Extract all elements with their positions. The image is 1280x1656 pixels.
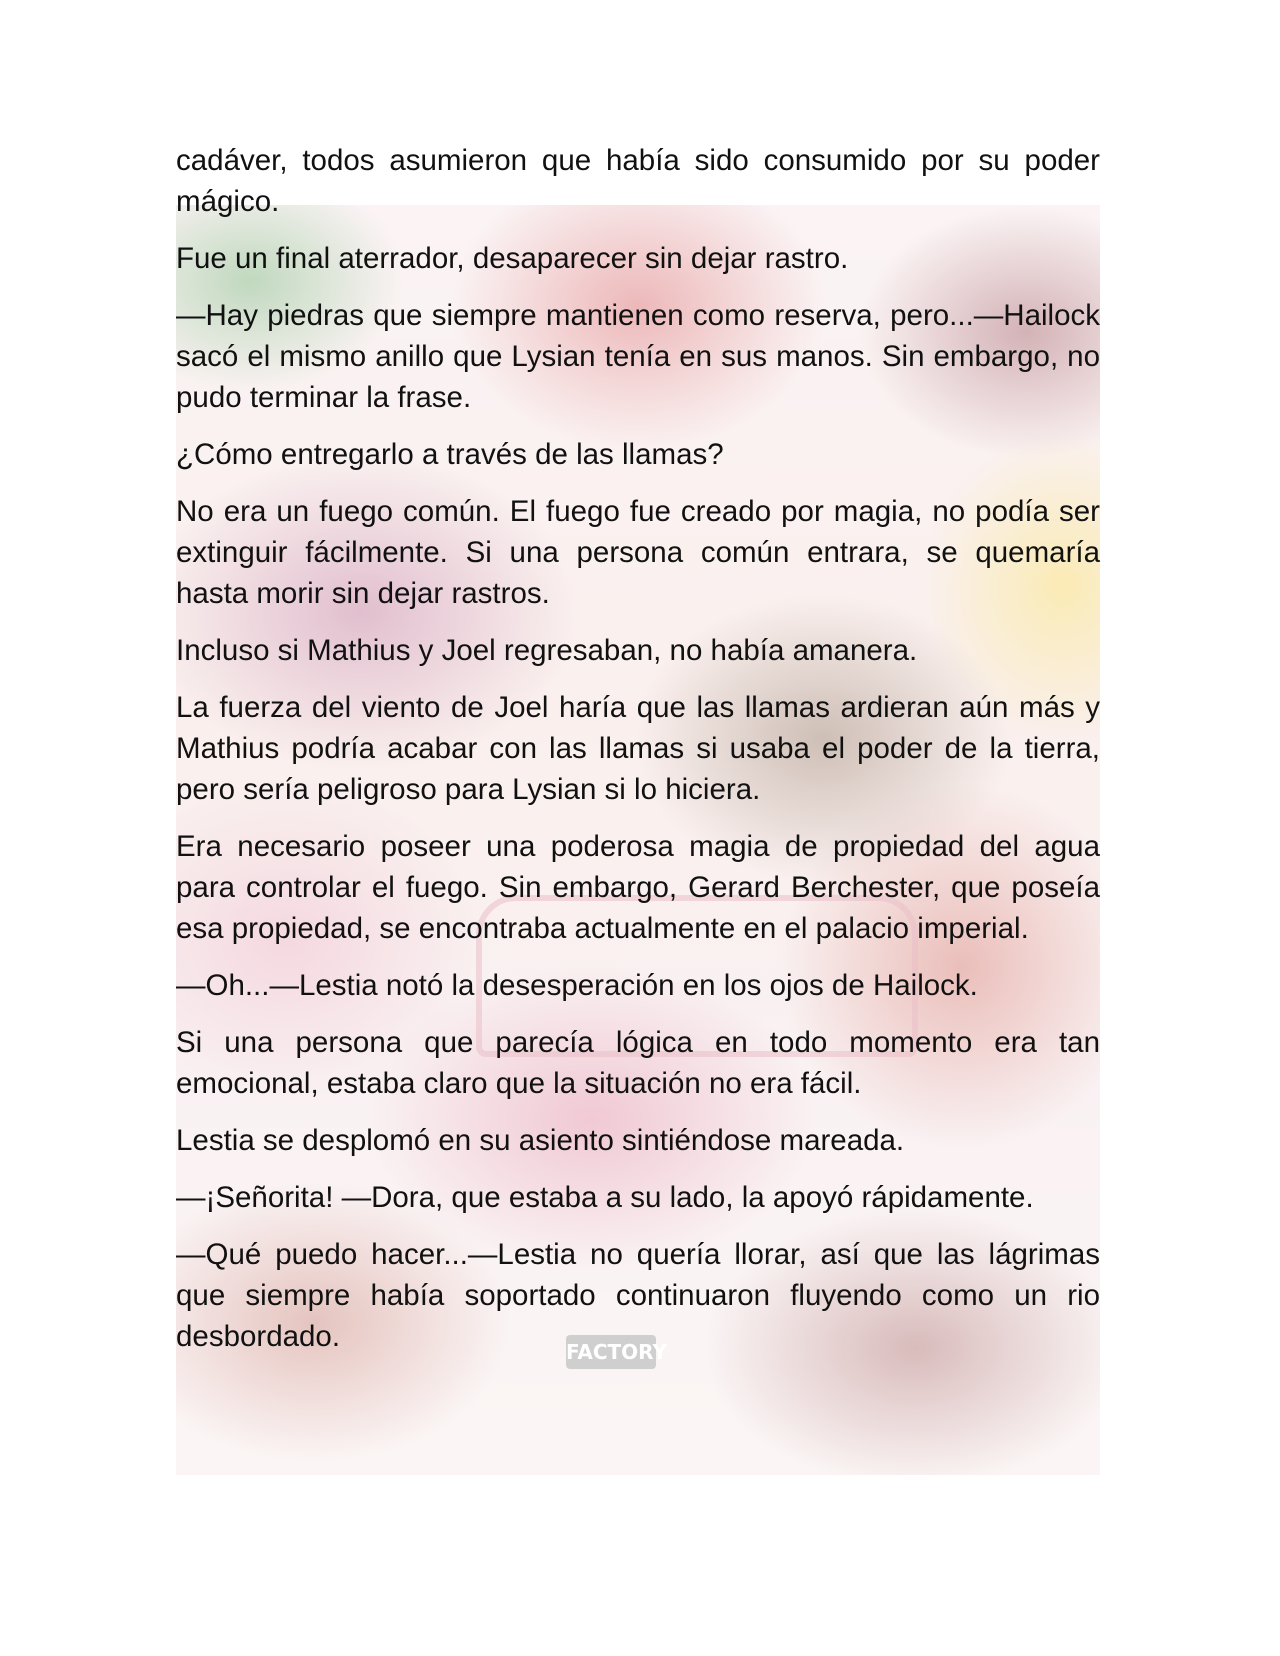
paragraph: cadáver, todos asumieron que había sido consumido por su poder mágico. bbox=[176, 144, 1100, 218]
paragraph: Si una persona que parecía lógica en todo momento era tan emocional, estaba claro que la situación no era fácil. bbox=[176, 1026, 1100, 1100]
paragraph: —Qué puedo hacer...—Lestia no quería llorar, así que las lágrimas que siempre había soportado continuaron fluyendo como un rio desbordado. bbox=[176, 1238, 1100, 1353]
paragraph: Fue un final aterrador, desaparecer sin dejar rastro. bbox=[176, 242, 849, 275]
paragraph: —Oh...—Lestia notó la desesperación en los ojos de Hailock. bbox=[176, 969, 978, 1002]
paragraph: Incluso si Mathius y Joel regresaban, no había amanera. bbox=[176, 634, 918, 667]
paragraph: Lestia se desplomó en su asiento sintiéndose mareada. bbox=[176, 1124, 905, 1157]
paragraph: Era necesario poseer una poderosa magia de propiedad del agua para controlar el fuego. Sin embargo, Gerard Berchester, que poseía esa propiedad, se encontraba actualmente en el palacio imperial. bbox=[176, 830, 1100, 945]
document-page bbox=[176, 140, 1100, 1373]
paragraph: ¿Cómo entregarlo a través de las llamas? bbox=[176, 438, 724, 471]
paragraph: —¡Señorita! —Dora, que estaba a su lado, la apoyó rápidamente. bbox=[176, 1181, 1034, 1214]
paragraph: La fuerza del viento de Joel haría que las llamas ardieran aún más y Mathius podría acabar con las llamas si usaba el poder de la tierra, pero sería peligroso para Lysian si lo hiciera. bbox=[176, 691, 1100, 806]
watermark-badge: FACTORY bbox=[566, 1335, 656, 1369]
paragraph: No era un fuego común. El fuego fue creado por magia, no podía ser extinguir fácilmente. Si una persona común entrara, se quemaría hasta morir sin dejar rastros. bbox=[176, 495, 1100, 610]
paragraph: —Hay piedras que siempre mantienen como reserva, pero...—Hailock sacó el mismo anillo que Lysian tenía en sus manos. Sin embargo, no pudo terminar la frase. bbox=[176, 299, 1100, 414]
